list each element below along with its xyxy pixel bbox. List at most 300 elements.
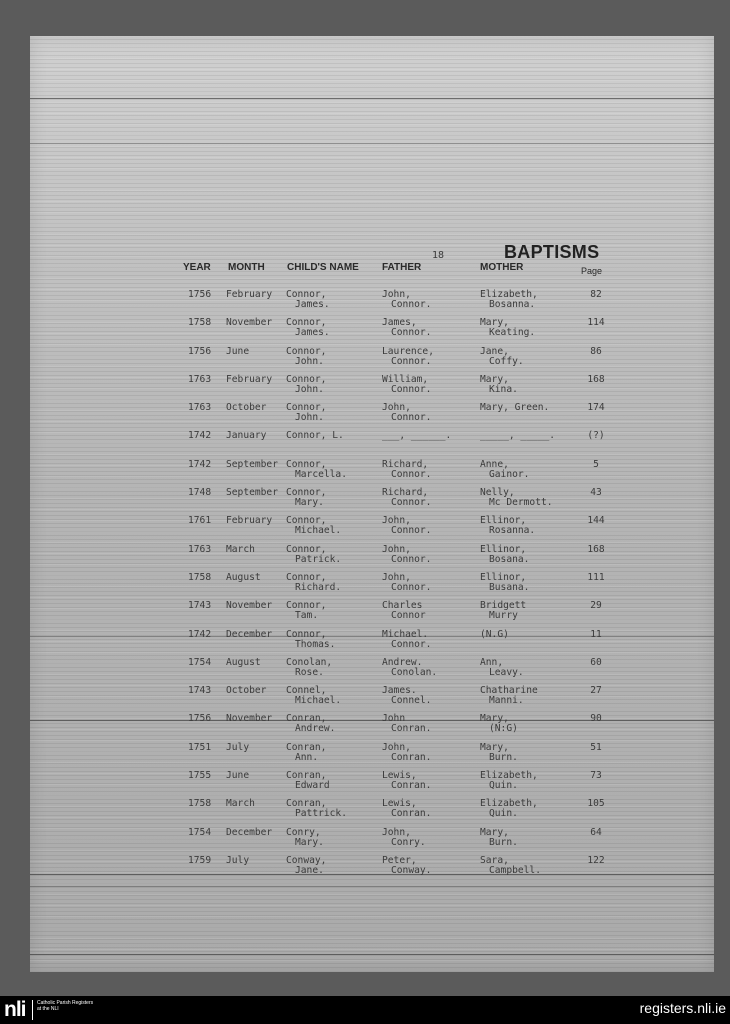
father-cell: [382, 403, 431, 423]
child-name-cell-line1: Connor,: [286, 373, 327, 385]
child-name-cell: [286, 856, 326, 876]
month-cell: [226, 403, 266, 413]
year-cell: [188, 771, 211, 781]
table-row: [30, 856, 714, 884]
scan-line: [30, 954, 714, 955]
month-cell: [226, 516, 272, 526]
month-cell-line1: February: [226, 515, 273, 527]
year-cell: [188, 516, 211, 526]
child-name-cell-line1: Connor,: [286, 289, 327, 300]
child-name-cell: [286, 347, 326, 367]
mother-cell: [480, 714, 518, 734]
father-cell: [382, 460, 431, 480]
mother-cell-line2: Bosana.: [489, 553, 530, 565]
father-cell-line2: Connor.: [391, 638, 432, 650]
year-cell: [188, 828, 211, 838]
child-name-cell: [286, 290, 330, 310]
month-cell: [226, 545, 255, 555]
page-cell: [578, 856, 614, 866]
mother-cell-line1: Mary,: [480, 741, 509, 753]
child-name-cell: [286, 658, 332, 678]
mother-cell: [480, 601, 526, 621]
father-cell-line1: John,: [382, 402, 411, 414]
father-cell-line2: Connor: [391, 610, 426, 622]
page-cell-line1: (?): [587, 430, 605, 442]
child-name-cell-line1: Conran,: [286, 798, 327, 810]
father-cell-line1: William,: [382, 373, 429, 385]
month-cell-line1: September: [226, 487, 278, 499]
father-cell: [382, 318, 431, 338]
register-title: BAPTISMS: [504, 242, 600, 262]
father-cell: [382, 601, 426, 621]
mother-cell-line2: Quin.: [489, 780, 518, 792]
father-cell-line1: Lewis,: [382, 770, 417, 782]
month-cell: [226, 686, 266, 696]
mother-cell: [480, 573, 529, 593]
table-row: [30, 488, 714, 516]
year-cell-line1: 1742: [188, 628, 212, 640]
header-month: MONTH: [228, 262, 265, 273]
mother-cell-line1: Elizabeth,: [480, 770, 538, 782]
mother-cell-line1: Bridgett: [480, 600, 527, 612]
child-name-cell-line1: Connor,: [286, 458, 327, 470]
mother-cell: [480, 545, 529, 565]
mother-cell-line2: Keating.: [489, 327, 536, 339]
father-cell-line2: Connor.: [391, 468, 432, 480]
child-name-cell-line1: Conway,: [286, 854, 327, 866]
mother-cell-line2: Campbell.: [489, 864, 541, 876]
page-cell: [578, 828, 614, 838]
year-cell-line1: 1743: [188, 685, 212, 697]
page-cell: [578, 431, 614, 441]
table-row: [30, 771, 714, 799]
mother-cell: [480, 630, 509, 640]
child-name-cell-line1: Conolan,: [286, 656, 333, 668]
father-cell-line2: Connor.: [391, 412, 432, 424]
page-cell: [578, 347, 614, 357]
year-cell: [188, 601, 211, 611]
mother-cell: [480, 375, 518, 395]
month-cell-line1: November: [226, 600, 273, 612]
father-cell-line1: John: [382, 713, 406, 725]
page-cell-line1: 144: [587, 515, 605, 527]
mother-cell-line1: Mary, Green.: [480, 402, 550, 414]
child-name-cell-line2: Tam.: [295, 610, 319, 622]
father-cell: [382, 488, 431, 508]
table-row: [30, 403, 714, 431]
month-cell: [226, 856, 249, 866]
mother-cell-line1: Chatharine: [480, 685, 538, 697]
page-cell: [578, 460, 614, 470]
page-cell-line1: 174: [587, 402, 605, 414]
month-cell: [226, 318, 272, 328]
month-cell-line1: September: [226, 458, 278, 470]
site-link[interactable]: registers.nli.ie: [639, 1000, 726, 1016]
month-cell-line1: October: [226, 402, 267, 414]
father-cell: [382, 573, 431, 593]
page-cell-line1: 27: [590, 685, 602, 697]
mother-cell-line1: Mary,: [480, 317, 509, 329]
page-cell-line1: 82: [590, 289, 602, 300]
father-cell-line1: James,: [382, 317, 417, 329]
father-cell-line2: Connor.: [391, 553, 432, 565]
mother-cell: [480, 658, 524, 678]
child-name-cell: [286, 601, 326, 621]
father-cell-line2: Connor.: [391, 497, 432, 509]
child-name-cell-line2: John.: [295, 383, 324, 395]
year-cell: [188, 856, 211, 866]
father-cell: [382, 658, 437, 678]
month-cell-line1: August: [226, 571, 261, 583]
mother-cell: [480, 318, 535, 338]
scan-line: [30, 143, 714, 144]
father-cell-line2: Conway.: [391, 864, 432, 876]
father-cell-line1: Richard,: [382, 458, 429, 470]
mother-cell: [480, 771, 538, 791]
mother-cell: [480, 828, 518, 848]
month-cell-line1: December: [226, 628, 273, 640]
page-cell: [578, 403, 614, 413]
year-cell-line1: 1763: [188, 543, 212, 555]
child-name-cell-line2: Patrick.: [295, 553, 342, 565]
child-name-cell: [286, 714, 335, 734]
mother-cell-line2: Murry: [489, 610, 518, 622]
father-cell: [382, 431, 451, 441]
page-cell: [578, 516, 614, 526]
child-name-cell-line2: James.: [295, 299, 330, 310]
table-row: [30, 460, 714, 488]
month-cell: [226, 347, 249, 357]
child-name-cell-line2: Richard.: [295, 581, 342, 593]
table-row: [30, 516, 714, 544]
table-row: [30, 318, 714, 346]
year-cell: [188, 347, 211, 357]
month-cell: [226, 431, 266, 441]
header-father: FATHER: [382, 262, 422, 273]
father-cell-line1: Michael.: [382, 628, 429, 640]
month-cell: [226, 658, 261, 668]
mother-cell: [480, 799, 538, 819]
child-name-cell-line1: Connel,: [286, 685, 327, 697]
child-name-cell: [286, 460, 347, 480]
father-cell-line2: Conolan.: [391, 666, 438, 678]
page-cell: [578, 686, 614, 696]
page-cell: [578, 714, 614, 724]
father-cell-line1: ___, ______.: [382, 430, 452, 442]
page-cell: [578, 375, 614, 385]
father-cell-line2: Connor.: [391, 299, 432, 310]
child-name-cell-line2: James.: [295, 327, 330, 339]
year-cell: [188, 460, 211, 470]
year-cell-line1: 1759: [188, 854, 212, 866]
header-child: CHILD'S NAME: [287, 262, 359, 273]
child-name-cell-line1: Conran,: [286, 713, 327, 725]
page-cell: [578, 658, 614, 668]
year-cell: [188, 318, 211, 328]
page-cell: [578, 573, 614, 583]
year-cell-line1: 1758: [188, 571, 212, 583]
table-row: [30, 545, 714, 573]
year-cell: [188, 743, 211, 753]
year-cell: [188, 714, 211, 724]
page-cell-line1: 105: [587, 798, 605, 810]
page-cell-line1: 73: [590, 770, 602, 782]
child-name-cell: [286, 545, 341, 565]
table-row: [30, 431, 714, 459]
year-cell: [188, 545, 211, 555]
child-name-cell: [286, 318, 330, 338]
child-name-cell: [286, 516, 341, 536]
page-cell-line1: 86: [590, 345, 602, 357]
page-cell: [578, 743, 614, 753]
page-cell: [578, 601, 614, 611]
child-name-cell: [286, 573, 341, 593]
father-cell-line1: John,: [382, 543, 411, 555]
father-cell-line1: Richard,: [382, 487, 429, 499]
year-cell-line1: 1751: [188, 741, 212, 753]
father-cell-line1: John,: [382, 515, 411, 527]
year-cell-line1: 1754: [188, 656, 212, 668]
month-cell: [226, 290, 272, 300]
year-cell: [188, 799, 211, 809]
child-name-cell: [286, 743, 326, 763]
father-cell-line2: Conran.: [391, 751, 432, 763]
table-row: [30, 347, 714, 375]
page-number: 18: [432, 250, 445, 261]
year-cell: [188, 488, 211, 498]
page-cell-line1: 43: [590, 487, 602, 499]
father-cell-line1: Lewis,: [382, 798, 417, 810]
mother-cell-line2: Kina.: [489, 383, 518, 395]
table-row: [30, 743, 714, 771]
father-cell-line2: Connor.: [391, 525, 432, 537]
mother-cell-line2: Busana.: [489, 581, 530, 593]
mother-cell: [480, 516, 535, 536]
child-name-cell: [286, 431, 344, 441]
mother-cell-line2: Gainor.: [489, 468, 530, 480]
father-cell-line2: Connor.: [391, 327, 432, 339]
father-cell-line1: Laurence,: [382, 345, 434, 357]
father-cell: [382, 290, 431, 310]
table-row: [30, 686, 714, 714]
header-mother: MOTHER: [480, 262, 524, 273]
page-cell-line1: 5: [593, 458, 599, 470]
month-cell-line1: March: [226, 798, 255, 810]
year-cell-line1: 1763: [188, 402, 212, 414]
mother-cell: [480, 743, 518, 763]
page-cell-line1: 168: [587, 373, 605, 385]
page-cell-line1: 111: [587, 571, 605, 583]
year-cell: [188, 658, 211, 668]
child-name-cell: [286, 488, 326, 508]
page-cell-line1: 168: [587, 543, 605, 555]
father-cell-line1: Peter,: [382, 854, 417, 866]
child-name-cell-line2: Andrew.: [295, 723, 336, 735]
mother-cell-line1: Mary,: [480, 826, 509, 838]
page-cell-line1: 90: [590, 713, 602, 725]
scan-line: [30, 98, 714, 99]
table-row: [30, 375, 714, 403]
month-cell-line1: December: [226, 826, 273, 838]
father-cell-line1: James.: [382, 685, 417, 697]
year-cell: [188, 686, 211, 696]
year-cell-line1: 1761: [188, 515, 212, 527]
month-cell: [226, 771, 249, 781]
mother-cell-line2: Rosanna.: [489, 525, 536, 537]
child-name-cell: [286, 375, 326, 395]
father-cell-line2: Conran.: [391, 780, 432, 792]
year-cell-line1: 1754: [188, 826, 212, 838]
header-page: Page: [581, 266, 603, 276]
father-cell: [382, 375, 431, 395]
father-cell-line1: John,: [382, 741, 411, 753]
mother-cell: [480, 856, 541, 876]
logo-caption: Catholic Parish Registers at the NLI: [37, 1000, 94, 1012]
child-name-cell-line2: John.: [295, 412, 324, 424]
month-cell-line1: February: [226, 373, 273, 385]
year-cell-line1: 1756: [188, 345, 212, 357]
child-name-cell-line1: Conry,: [286, 826, 321, 838]
month-cell-line1: June: [226, 345, 250, 357]
father-cell: [382, 799, 431, 819]
mother-cell: [480, 488, 553, 508]
year-cell: [188, 403, 211, 413]
page-cell: [578, 771, 614, 781]
page-cell-line1: 60: [590, 656, 602, 668]
year-cell-line1: 1742: [188, 458, 212, 470]
table-row: [30, 828, 714, 856]
page-cell-line1: 114: [587, 317, 605, 329]
month-cell: [226, 828, 272, 838]
year-cell-line1: 1755: [188, 770, 212, 782]
mother-cell-line1: Jane,: [480, 345, 509, 357]
table-row: [30, 573, 714, 601]
father-cell: [382, 686, 431, 706]
father-cell: [382, 771, 431, 791]
mother-cell-line1: Elizabeth,: [480, 289, 538, 300]
page-cell: [578, 799, 614, 809]
father-cell: [382, 714, 431, 734]
child-name-cell-line1: Connor,: [286, 543, 327, 555]
mother-cell-line1: Ellinor,: [480, 571, 527, 583]
father-cell-line1: Charles: [382, 600, 423, 612]
month-cell: [226, 375, 272, 385]
mother-cell-line1: Ellinor,: [480, 515, 527, 527]
year-cell: [188, 431, 211, 441]
page-cell: [578, 318, 614, 328]
table-row: [30, 799, 714, 827]
child-name-cell-line1: Connor,: [286, 487, 327, 499]
month-cell-line1: March: [226, 543, 255, 555]
mother-cell-line1: Elizabeth,: [480, 798, 538, 810]
page-cell-line1: 11: [590, 628, 602, 640]
father-cell-line1: Andrew.: [382, 656, 423, 668]
father-cell: [382, 630, 431, 650]
month-cell-line1: July: [226, 741, 250, 753]
child-name-cell-line1: Connor,: [286, 600, 327, 612]
register-rows: [30, 290, 714, 884]
year-cell-line1: 1758: [188, 798, 212, 810]
mother-cell-line2: Bosanna.: [489, 299, 536, 310]
table-row: [30, 630, 714, 658]
year-cell-line1: 1758: [188, 317, 212, 329]
mother-cell-line2: Manni.: [489, 695, 524, 707]
father-cell-line2: Conran.: [391, 723, 432, 735]
mother-cell-line1: (N.G): [480, 628, 509, 640]
child-name-cell-line2: Thomas.: [295, 638, 336, 650]
father-cell: [382, 743, 431, 763]
month-cell-line1: November: [226, 317, 273, 329]
father-cell: [382, 516, 431, 536]
page-cell-line1: 122: [587, 854, 605, 866]
year-cell-line1: 1763: [188, 373, 212, 385]
mother-cell-line1: Nelly,: [480, 487, 515, 499]
father-cell-line2: Conran.: [391, 808, 432, 820]
child-name-cell-line2: Jane.: [295, 864, 324, 876]
year-cell-line1: 1756: [188, 289, 212, 300]
mother-cell: [480, 347, 524, 367]
child-name-cell-line2: Michael.: [295, 695, 342, 707]
month-cell: [226, 630, 272, 640]
father-cell-line2: Connor.: [391, 581, 432, 593]
table-row: [30, 658, 714, 686]
child-name-cell-line1: Connor,: [286, 515, 327, 527]
month-cell: [226, 573, 261, 583]
month-cell-line1: November: [226, 713, 273, 725]
month-cell: [226, 488, 278, 498]
father-cell-line1: John,: [382, 571, 411, 583]
child-name-cell-line1: Conran,: [286, 770, 327, 782]
mother-cell-line2: Quin.: [489, 808, 518, 820]
mother-cell-line2: Mc Dermott.: [489, 497, 553, 509]
mother-cell-line1: Ellinor,: [480, 543, 527, 555]
father-cell-line2: Connor.: [391, 383, 432, 395]
child-name-cell-line2: Rose.: [295, 666, 324, 678]
mother-cell-line1: Anne,: [480, 458, 509, 470]
year-cell: [188, 630, 211, 640]
page-cell: [578, 488, 614, 498]
register-page: [30, 36, 714, 972]
month-cell-line1: October: [226, 685, 267, 697]
year-cell: [188, 290, 211, 300]
year-cell-line1: 1742: [188, 430, 212, 442]
child-name-cell: [286, 828, 324, 848]
mother-cell-line1: Sara,: [480, 854, 509, 866]
nli-logo: nli: [4, 998, 26, 1021]
mother-cell: [480, 290, 538, 310]
mother-cell: [480, 460, 529, 480]
child-name-cell-line1: Connor,: [286, 317, 327, 329]
mother-cell-line1: Ann,: [480, 656, 504, 668]
father-cell-line1: John,: [382, 289, 411, 300]
child-name-cell-line1: Connor,: [286, 628, 327, 640]
mother-cell: [480, 686, 538, 706]
father-cell: [382, 347, 434, 367]
month-cell-line1: January: [226, 430, 267, 442]
table-row: [30, 601, 714, 629]
child-name-cell-line2: Mary.: [295, 497, 324, 509]
table-row: [30, 714, 714, 742]
mother-cell-line2: Burn.: [489, 836, 518, 848]
child-name-cell: [286, 771, 330, 791]
mother-cell-line2: Leavy.: [489, 666, 524, 678]
month-cell-line1: February: [226, 289, 273, 300]
logo-divider: [32, 1000, 33, 1020]
month-cell-line1: July: [226, 854, 250, 866]
mother-cell-line2: Burn.: [489, 751, 518, 763]
mother-cell-line1: Mary,: [480, 373, 509, 385]
footer-bar: [0, 996, 730, 1024]
